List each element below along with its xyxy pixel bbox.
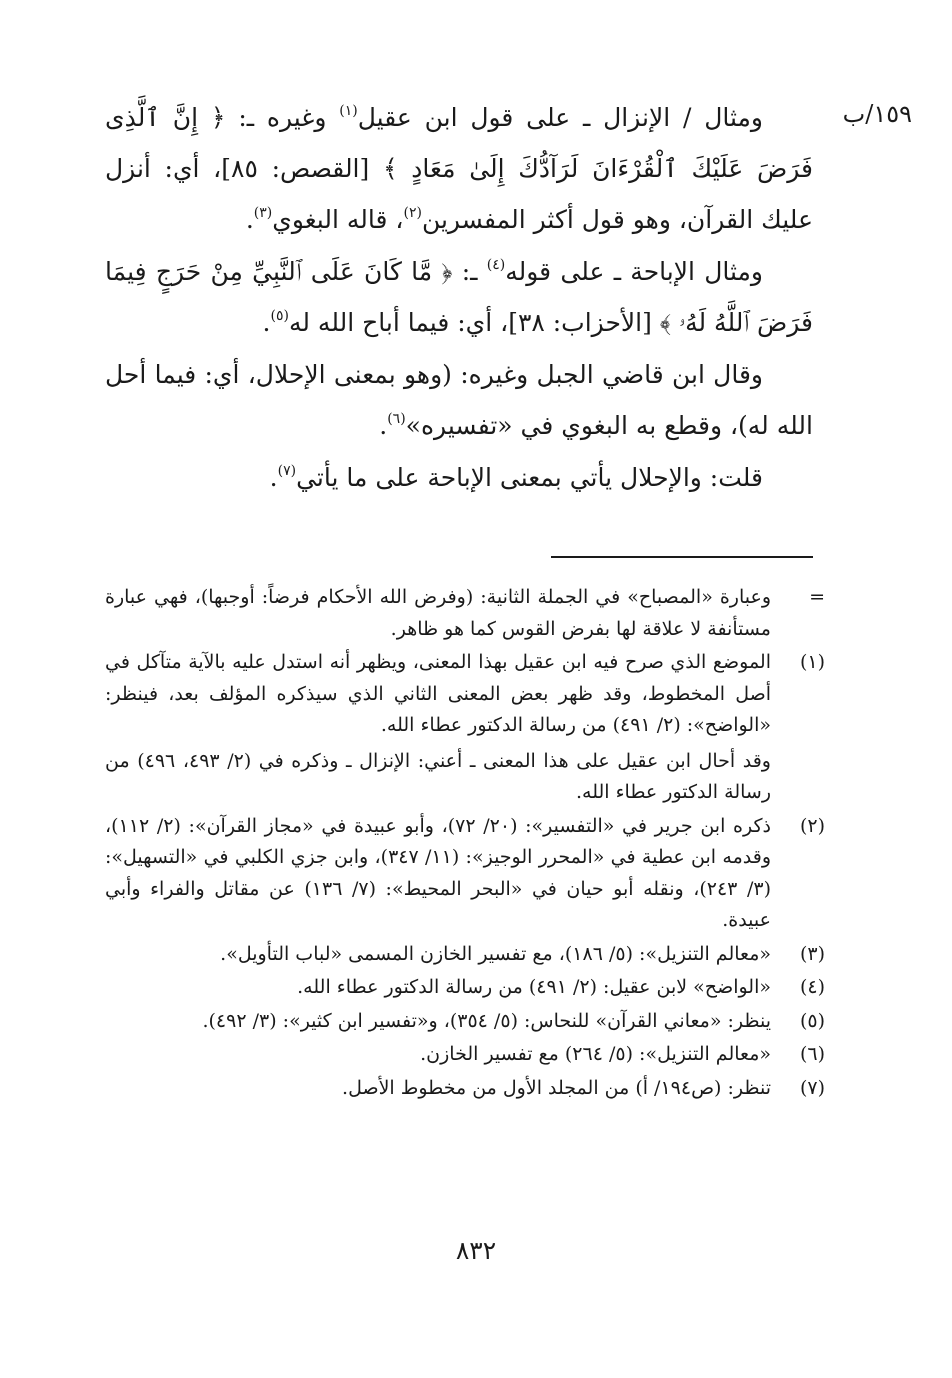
footnote-text: وعبارة «المصباح» في الجملة الثانية: (وفرض الله الأحكام فرضاً: أوجبها)، فهي عبارة مستأنفة لا علاقة لها بفرض القوس كما هو ظاهر.	[105, 586, 771, 640]
footnote-mark: =	[809, 586, 825, 608]
main-text	[105, 92, 813, 503]
footnote-mark: (٢)	[799, 814, 825, 837]
footnote-ref-2[interactable]: (٢)	[403, 205, 422, 221]
paragraph-ihlal-note: قلت: والإحلال يأتي بمعنى الإباحة على ما يأتي$^{(٧)}$.	[269, 463, 763, 492]
footnote-text: الموضع الذي صرح فيه ابن عقيل بهذا المعنى، ويظهر أنه استدل عليه بالآية متآكل في أصل المخطوط، وقد ظهر بعض المعنى الثاني الذي سيذكره المؤلف بعد، فينظر: «الواضح»: (٢/ ٤٩١) من رسالة الدكتور عطاء الله.	[105, 651, 771, 736]
footnote-mark: (٧)	[799, 1076, 825, 1099]
manuscript-folio-marker: ١٥٩/ب	[842, 100, 912, 128]
paragraph-ibn-qadi-al-jabal: وقال ابن قاضي الجبل وغيره: (وهو بمعنى الإحلال، أي: فيما أحل الله له)، وقطع به البغوي في «تفسيره»$^{(٦)}$.	[105, 360, 813, 440]
footnote-mark: (٦)	[799, 1043, 825, 1065]
footnote-text: ذكره ابن جرير في «التفسير»: (٢٠/ ٧٢)، وأبو عبيدة في «مجاز القرآن»: (٢/ ١١٢)، وقدمه ابن عطية في «المحرر الوجيز»: (١١/ ٣٤٧)، وابن جزي الكلبي في «التسهيل»: (٣/ ٢٤٣)، ونقله أبو حيان في «البحر المحيط»: (٧/ ١٣٦) عن مقاتل والفراء وأبي عبيدة.	[105, 814, 771, 931]
paragraph-ibaha-example: ومثال الإباحة ـ على قوله$^{(٤)}$ ـ: ﴿ مَّا كَانَ عَلَى ٱلنَّبِيِّ مِنْ حَرَجٍ فِيمَا فَرَضَ ٱللَّهُ لَهُۥ ﴾ [الأحزاب: ٣٨]، أي: فيما أباح الله له$^{(٥)}$.	[105, 257, 813, 337]
footnote-separator	[551, 556, 813, 558]
footnote-text: تنظر: (ص١٩٤/ أ) من المجلد الأول من مخطوط الأصل.	[342, 1076, 771, 1099]
footnote-7	[105, 1073, 825, 1105]
footnote-6	[105, 1039, 825, 1071]
footnote-ref-3[interactable]: (٣)	[253, 205, 273, 221]
footnote-5	[105, 1006, 825, 1038]
footnote-mark: (٣)	[799, 942, 825, 965]
footnote-mark: (١)	[799, 651, 825, 673]
footnote-text: ينظر: «معاني القرآن» للنحاس: (٥/ ٣٥٤)، و«تفسير ابن كثير»: (٣/ ٤٩٢).	[202, 1009, 771, 1032]
footnotes-section	[105, 582, 825, 1106]
footnote-ref-5[interactable]: (٥)	[270, 308, 289, 324]
footnote-text: «معالم التنزيل»: (٥/ ١٨٦)، مع تفسير الخازن المسمى «لباب التأويل».	[220, 942, 771, 965]
footnote-ref-6[interactable]: (٦)	[387, 411, 406, 427]
footnote-4	[105, 972, 825, 1004]
footnote-continuation	[105, 582, 825, 645]
footnote-ref-1[interactable]: (١)	[339, 103, 358, 119]
footnote-ref-7[interactable]: (٧)	[277, 463, 297, 479]
footnote-1	[105, 647, 825, 809]
paragraph-inzal-example: ومثال / الإنزال ـ على قول ابن عقيل$^{(١)}$ وغيره ـ: ﴿ إِنَّ ٱلَّذِى فَرَضَ عَلَيْكَ ٱلْقُرْءَانَ لَرَآدُّكَ إِلَىٰ مَعَادٍ ﴾ [القصص: ٨٥]، أي: أنزل عليك القرآن، وهو قول أكثر المفسرين$^{(٢)}$، قاله البغوي$^{(٣)}$.	[105, 103, 814, 234]
footnote-text: «الواضح» لابن عقيل: (٢/ ٤٩١) من رسالة الدكتور عطاء الله.	[297, 976, 771, 998]
footnote-mark: (٥)	[799, 1009, 825, 1032]
footnote-mark: (٤)	[799, 976, 825, 998]
footnote-ref-4[interactable]: (٤)	[486, 257, 506, 273]
footnote-3	[105, 939, 825, 971]
footnote-text: وقد أحال ابن عقيل على هذا المعنى ـ أعني: الإنزال ـ وذكره في (٢/ ٤٩٣، ٤٩٦) من رسالة الدكتور عطاء الله.	[105, 749, 771, 803]
footnote-2	[105, 811, 825, 937]
page-number: ٨٣٢	[455, 1236, 497, 1265]
footnote-text: «معالم التنزيل»: (٥/ ٢٦٤) مع تفسير الخازن.	[420, 1043, 771, 1065]
